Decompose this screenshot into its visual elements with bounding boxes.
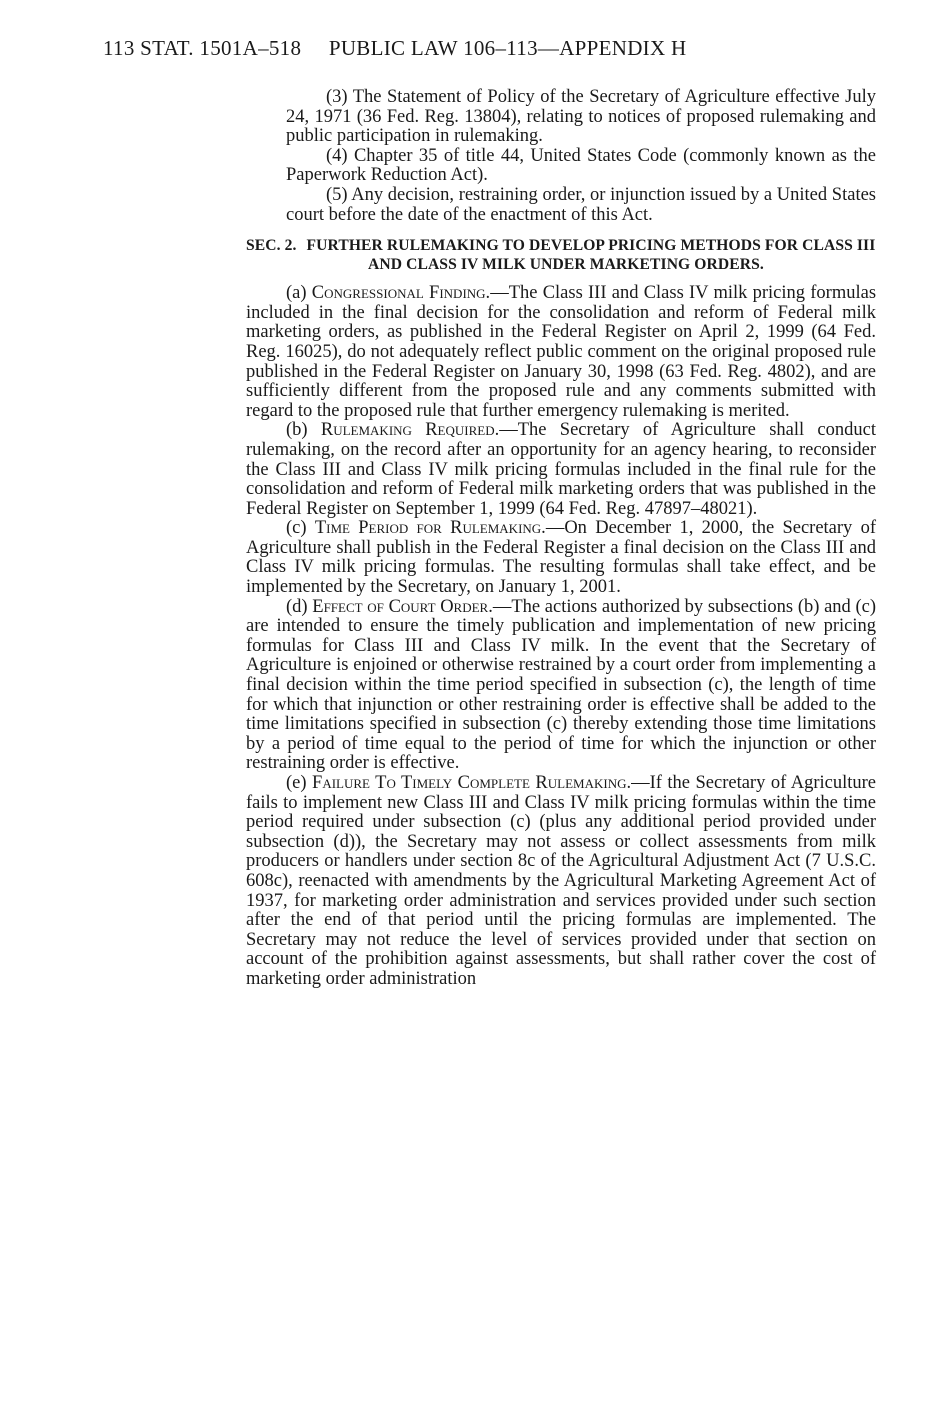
subsection-label: (e) bbox=[286, 773, 307, 793]
list-item: (4) Chapter 35 of title 44, United States Code (commonly known as the Paperwork Reduction Act). bbox=[286, 145, 876, 186]
subsection-text: —If the Secretary of Agriculture fails to implement new Class III and Class IV milk pricing formulas within the time period required under subsection (c) (plus any additional period provided under subsection (d)), the Secretary may not assess or collect assessments from milk producers or handlers under section 8c of the Agricultural Adjustment Act (7 U.S.C. 608c), reenacted with amendments by the Agricultural Marketing Agreement Act of 1937, for marketing order administration and services provided under such section after the end of that period until the pricing formulas are implemented. The Secretary may not reduce the level of services provided under that section on account of the prohibition against assessments, but shall rather cover the cost of marketing order administration bbox=[246, 773, 876, 989]
list-item: (5) Any decision, restraining order, or injunction issued by a United States court before the date of the enactment of this Act. bbox=[286, 184, 876, 225]
subsection-c bbox=[246, 519, 876, 597]
page-body bbox=[246, 88, 876, 990]
subsection-label: (a) bbox=[286, 283, 307, 304]
subsection-heading: Rulemaking Required. bbox=[320, 420, 500, 441]
subsection-text: —The actions authorized by subsections (b) and (c) are intended to ensure the timely publication and implementation of new pricing formulas for Class III and Class IV milk. In the event that the Secretary of Agriculture is enjoined or otherwise restrained by a court order from implementing a final decision within the time period specified in subsection (c), the length of time for which that injunction or other restraining order is effective shall be added to the time limitations specified in subsection (c) thereby extending those time limitations by a period of time equal to the period of time for which the injunction or other restraining order is effective. bbox=[246, 596, 876, 774]
subsection-label: (d) bbox=[286, 596, 308, 617]
subsection-heading: Congressional Finding. bbox=[311, 283, 491, 304]
subsection-e bbox=[246, 774, 876, 990]
list-item: (3) The Statement of Policy of the Secretary of Agriculture effective July 24, 1971 (36 Fed. Reg. 13804), relating to notices of proposed rulemaking and public participation in rulemaking. bbox=[286, 87, 876, 147]
subsection-text: —On December 1, 2000, the Secretary of Agriculture shall publish in the Federal Register a final decision on the Class III and Class IV milk pricing formulas. The resulting formulas shall take effect, and be implemented by the Secretary, on January 1, 2001. bbox=[246, 518, 877, 598]
section-number: SEC. 2. bbox=[246, 237, 297, 255]
subsection-d bbox=[246, 598, 876, 774]
section-title: FURTHER RULEMAKING TO DEVELOP PRICING METHODS FOR CLASS III AND CLASS IV MILK UNDER MARKETING ORDERS. bbox=[306, 237, 876, 274]
subsection-label: (b) bbox=[286, 420, 308, 441]
subsection-heading: Effect of Court Order. bbox=[312, 596, 493, 617]
statute-citation: 113 STAT. 1501A–518 bbox=[103, 36, 302, 60]
subsection-label: (c) bbox=[286, 518, 307, 539]
running-title: PUBLIC LAW 106–113—APPENDIX H bbox=[328, 36, 687, 60]
subsection-text: —The Class III and Class IV milk pricing formulas included in the final decision for the consolidation and reform of Federal milk marketing orders, as published in the Federal Register on April 2, 1999 (64 Fed. Reg. 16025), do not adequately reflect public comment on the original proposed rule published in the Federal Register on January 30, 1998 (63 Fed. Reg. 4802), and are sufficiently different from the proposed rule and any comments submitted with regard to the proposed rule that further emergency rulemaking is merited. bbox=[246, 283, 877, 421]
subsection-heading: Time Period for Rulemaking. bbox=[314, 518, 546, 539]
subsection-a bbox=[246, 284, 876, 421]
section-heading bbox=[246, 236, 876, 274]
subsection-b bbox=[246, 421, 876, 519]
page-header bbox=[103, 36, 686, 61]
subsection-heading: Failure To Timely Complete Rulemaking. bbox=[312, 773, 632, 793]
subsection-text: —The Secretary of Agriculture shall conduct rulemaking, on the record after an opportunity for an agency hearing, to reconsider the Class III and Class IV milk pricing formulas included in the final rule for the consolidation and reform of Federal milk marketing orders that was published in the Federal Register on September 1, 1999 (64 Fed. Reg. 47897–48021). bbox=[246, 420, 876, 519]
